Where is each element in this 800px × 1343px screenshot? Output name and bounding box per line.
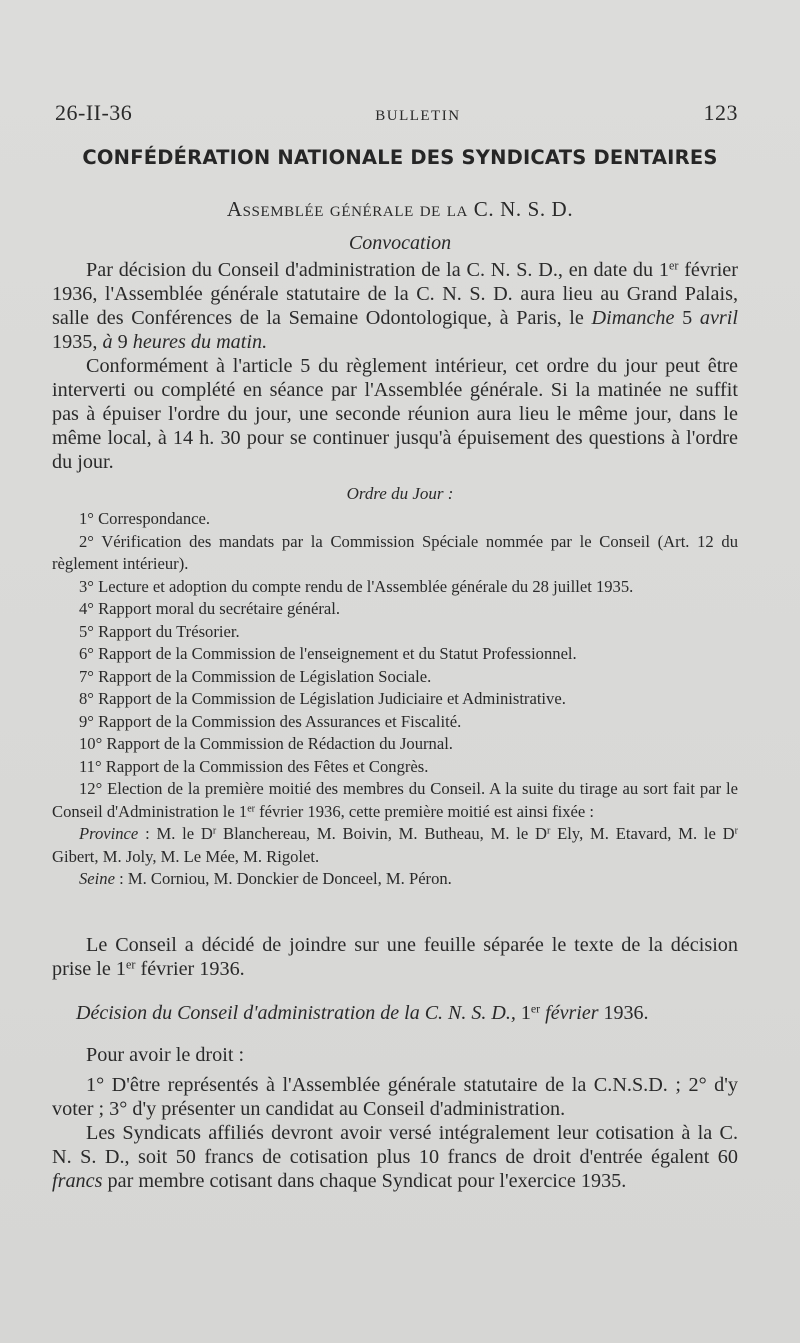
agenda-item: 1° Correspondance. — [79, 509, 211, 528]
page-number: 123 — [703, 100, 738, 125]
agenda-item: 4° Rapport moral du secrétaire général. — [79, 599, 340, 618]
section-subtitle: Assemblée générale de la C. N. S. D. — [226, 197, 574, 221]
running-header — [55, 100, 738, 126]
convocation-text — [52, 258, 738, 474]
conseil-note: Le Conseil a décidé de joindre sur une feuille séparée le texte de la décision prise le 1er février 1936. — [52, 934, 738, 980]
agenda-item: 5° Rapport du Trésorier. — [79, 621, 240, 641]
agenda-item: 3° Lecture et adoption du compte rendu de l'Assemblée générale du 28 juillet 1935. — [79, 576, 634, 596]
agenda-item: 2° Vérification des mandats par la Commission Spéciale nommée par le Conseil (Art. 12 du règlement intérieur). — [52, 531, 738, 573]
droit-section — [52, 1043, 738, 1193]
agenda-item: 7° Rapport de la Commission de Législation Sociale. — [79, 666, 432, 686]
agenda-item: 6° Rapport de la Commission de l'enseignement et du Statut Professionnel. — [79, 644, 577, 663]
province-members: Province : M. le $D^r$ Blanchereau, M. Boivin, M. Butheau, M. le $D^r$ Ely, M. Etavard, M. le $D^r$ Gibert, M. Joly, M. Le Mée, M. Rigolet. — [52, 824, 738, 866]
seine-members: Seine : M. Corniou, M. Donckier de Donceel, M. Péron. — [79, 869, 452, 888]
cotisation-paragraph: Les Syndicats affiliés devront avoir versé intégralement leur cotisation à la C. N. S. D., soit 50 francs de cotisation plus 10 francs de droit d'entrée égalent 60 francs par membre cotisant dans chaque Syndicat pour l'exercice 1935. — [52, 1122, 738, 1192]
agenda-item: 8° Rapport de la Commission de Législation Judiciaire et Administrative. — [79, 689, 566, 708]
document-title: CONFÉDÉRATION NATIONALE DES SYNDICATS DENTAIRES — [82, 146, 718, 169]
convocation-paragraph-2: Conformément à l'article 5 du règlement intérieur, cet ordre du jour peut être interverti ou complété en séance par l'Assemblée générale. Si la matinée ne suffit pas à épuiser l'ordre du jour, une seconde réunion aura lieu le même jour, dans le même local, à 14 h. 30 pour se continuer jusqu'à épuisement des questions à l'ordre du jour. — [52, 355, 738, 473]
convocation-heading: Convocation — [348, 232, 452, 254]
convocation-paragraph-1: Par décision du Conseil d'administration de la C. N. S. D., en date du 1er février 1936, l'Assemblée générale statutaire de la C. N. S. D. aura lieu au Grand Palais, salle des Conférences de la Semaine Odontologique, à Paris, le Dimanche 5 avril 1935, à 9 heures du matin. — [52, 258, 738, 353]
droit-intro: Pour avoir le droit : — [86, 1044, 245, 1066]
agenda-item: 9° Rapport de la Commission des Assurances et Fiscalité. — [79, 711, 462, 731]
journal-name: BULLETIN — [375, 108, 461, 124]
agenda-list — [52, 508, 738, 891]
decision-heading: Décision du Conseil d'administration de la C. N. S. D., 1er février 1936. — [76, 1001, 649, 1024]
agenda-item-12: 12° Election de la première moitié des membres du Conseil. A la suite du tirage au sort fait par le Conseil d'Administration le 1er février 1936, cette première moitié est ainsi fixée : — [52, 779, 738, 821]
issue-date: 26-II-36 — [55, 100, 133, 125]
droit-items: 1° D'être représentés à l'Assemblée générale statutaire de la C.N.S.D. ; 2° d'y voter ; 3° d'y présenter un candidat au Conseil d'administration. — [52, 1074, 738, 1120]
agenda-item: 11° Rapport de la Commission des Fêtes et Congrès. — [79, 756, 429, 776]
agenda-item: 10° Rapport de la Commission de Rédaction du Journal. — [79, 734, 453, 753]
agenda-heading: Ordre du Jour : — [346, 484, 454, 503]
